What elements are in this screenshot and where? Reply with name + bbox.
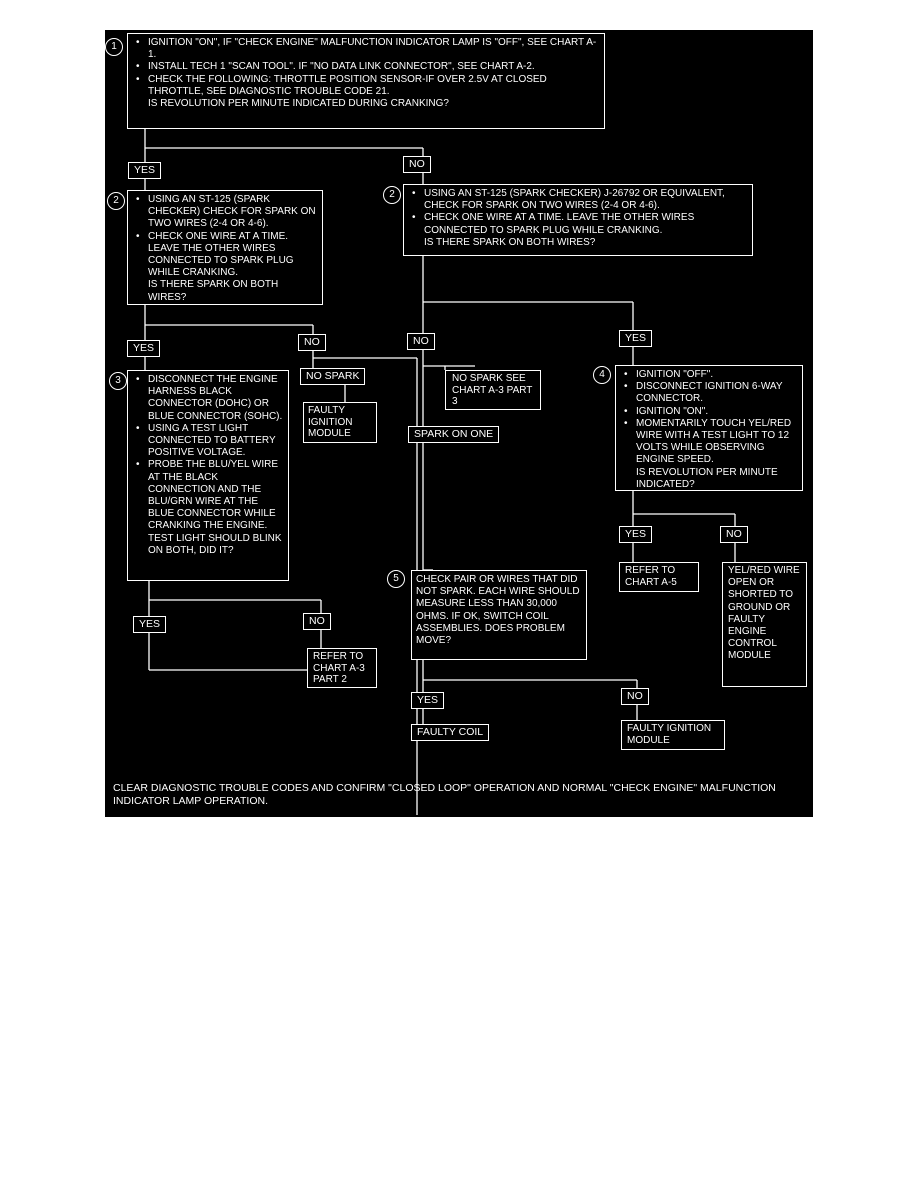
step-4-number: 4 [593, 366, 611, 384]
step-2-right-box [403, 184, 753, 256]
yes-label: YES [619, 526, 652, 543]
faulty-coil-label: FAULTY COIL [411, 724, 489, 741]
step-1-number: 1 [105, 38, 123, 56]
flowchart [105, 30, 813, 817]
step-2-right-number: 2 [383, 186, 401, 204]
no-label: NO [298, 334, 326, 351]
spark-on-one-label: SPARK ON ONE [408, 426, 499, 443]
no-label: NO [403, 156, 431, 173]
step-2-left-question: IS THERE SPARK ON BOTH WIRES? [148, 279, 279, 303]
no-label: NO [303, 613, 331, 630]
step-2-right-question: IS THERE SPARK ON BOTH WIRES? [424, 236, 596, 248]
yes-label: YES [411, 692, 444, 709]
step-2-left-box [127, 190, 323, 305]
no-spark-label: NO SPARK [300, 368, 365, 385]
step-1-question: IS REVOLUTION PER MINUTE INDICATED DURING CRANKING? [148, 98, 449, 110]
step-1-item: • CHECK THE FOLLOWING: THROTTLE POSITION SENSOR-IF OVER 2.5V AT CLOSED THROTTLE, SEE DIAGNOSTIC TROUBLE CODE 21. [148, 74, 600, 98]
step-4-box [615, 365, 803, 491]
yes-label: YES [619, 330, 652, 347]
step-1-item: • INSTALL TECH 1 "SCAN TOOL". IF "NO DATA LINK CONNECTOR", SEE CHART A-2. [148, 61, 600, 73]
step-2-right-item: • USING AN ST-125 (SPARK CHECKER) J-26792 OR EQUIVALENT, CHECK FOR SPARK ON TWO WIRES (2-4 OR 4-6). [424, 188, 748, 212]
step-3-item: • PROBE THE BLU/YEL WIRE AT THE BLACK CONNECTION AND THE BLU/GRN WIRE AT THE BLUE CONNECTOR WHILE CRANKING THE ENGINE. [148, 459, 284, 532]
faulty-ignition-module-right-box [621, 720, 725, 750]
no-label: NO [720, 526, 748, 543]
step-4-item: • MOMENTARILY TOUCH YEL/RED WIRE WITH A TEST LIGHT TO 12 VOLTS WHILE OBSERVING ENGINE SPEED. [636, 418, 798, 467]
step-5-number: 5 [387, 570, 405, 588]
yel-red-wire-text: YEL/RED WIRE OPEN OR SHORTED TO GROUND OR FAULTY ENGINE CONTROL MODULE [728, 565, 800, 662]
refer-chart-a5-text: REFER TO CHART A-5 [625, 565, 677, 588]
refer-chart-a5-box [619, 562, 699, 592]
footer-note: CLEAR DIAGNOSTIC TROUBLE CODES AND CONFIRM "CLOSED LOOP" OPERATION AND NORMAL "CHECK ENGINE" MALFUNCTION INDICATOR LAMP OPERATION. [113, 782, 776, 807]
step-3-item: • USING A TEST LIGHT CONNECTED TO BATTERY POSITIVE VOLTAGE. [148, 423, 284, 460]
step-5-text: CHECK PAIR OR WIRES THAT DID NOT SPARK. EACH WIRE SHOULD MEASURE LESS THAN 30,000 OHMS. IF OK, SWITCH COIL ASSEMBLIES. DOES PROBLEM MOVE? [416, 574, 580, 647]
step-1-item: • IGNITION "ON", IF "CHECK ENGINE" MALFUNCTION INDICATOR LAMP IS "OFF", SEE CHART A-1. [148, 37, 600, 61]
no-label: NO [407, 333, 435, 350]
faulty-ignition-module-text: FAULTY IGNITION MODULE [308, 405, 353, 439]
step-3-number: 3 [109, 372, 127, 390]
step-2-right-item: • CHECK ONE WIRE AT A TIME. LEAVE THE OTHER WIRES CONNECTED TO SPARK PLUG WHILE CRANKING. [424, 212, 748, 236]
step-4-item: • IGNITION "ON". [636, 406, 798, 418]
step-3-item: • DISCONNECT THE ENGINE HARNESS BLACK CONNECTOR (DOHC) OR BLUE CONNECTOR (SOHC). [148, 374, 284, 423]
yel-red-wire-box [722, 562, 807, 687]
faulty-ignition-module-left-box [303, 402, 377, 443]
refer-chart-a3-part2-box [307, 648, 377, 688]
yes-label: YES [128, 162, 161, 179]
step-1-box [127, 33, 605, 129]
step-3-question: TEST LIGHT SHOULD BLINK ON BOTH, DID IT? [148, 532, 282, 556]
step-4-item: • IGNITION "OFF". [636, 369, 798, 381]
step-5-box [411, 570, 587, 660]
step-2-left-item: • CHECK ONE WIRE AT A TIME. LEAVE THE OTHER WIRES CONNECTED TO SPARK PLUG WHILE CRANKING. [148, 231, 318, 280]
step-2-left-item: • USING AN ST-125 (SPARK CHECKER) CHECK FOR SPARK ON TWO WIRES (2-4 OR 4-6). [148, 194, 318, 231]
no-label: NO [621, 688, 649, 705]
step-3-box [127, 370, 289, 581]
step-4-question: IS REVOLUTION PER MINUTE INDICATED? [636, 466, 778, 490]
step-2-left-number: 2 [107, 192, 125, 210]
refer-chart-a3-part2-text: REFER TO CHART A-3 PART 2 [313, 651, 365, 685]
no-spark-see-chart-box [445, 370, 541, 410]
yes-label: YES [127, 340, 160, 357]
faulty-ignition-module-text: FAULTY IGNITION MODULE [627, 723, 712, 746]
step-4-item: • DISCONNECT IGNITION 6-WAY CONNECTOR. [636, 381, 798, 405]
yes-label: YES [133, 616, 166, 633]
no-spark-see-chart-text: NO SPARK SEE CHART A-3 PART 3 [452, 373, 533, 407]
